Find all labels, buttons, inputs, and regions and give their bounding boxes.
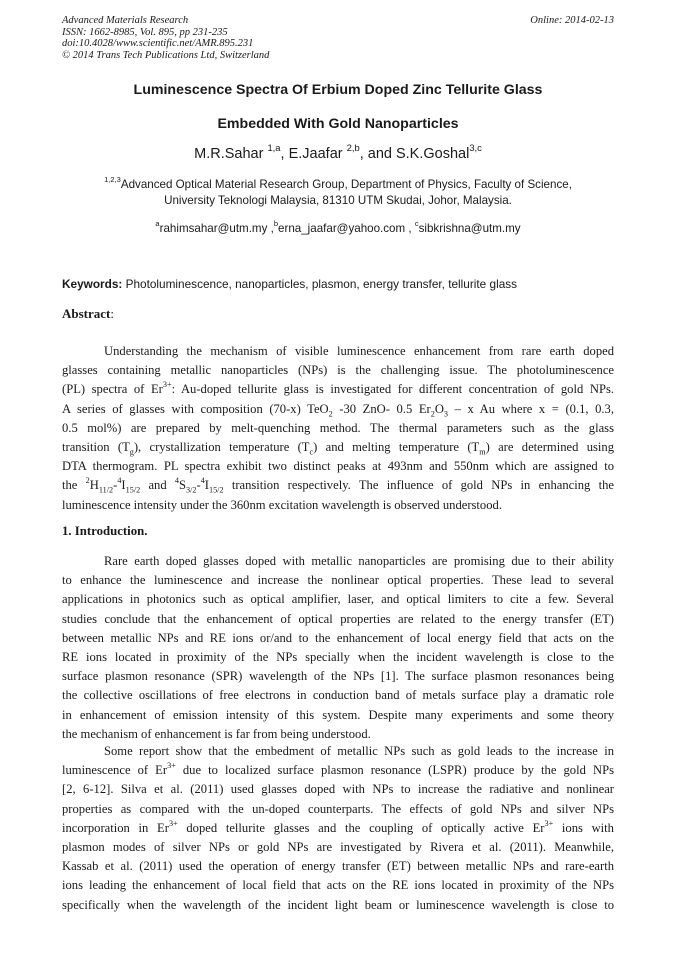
journal-name: Advanced Materials Research — [62, 15, 189, 26]
paper-title-line1: Luminescence Spectra Of Erbium Doped Zinc Tellurite Glass — [133, 82, 543, 98]
intro-line: [2, 6-12]. Silva et al. (2011) used glasses doped with NPs to increase the radiative and nonlinear — [62, 782, 614, 797]
intro-line: in enhancement of emission intensity of this system. Despite many experiments and some theory — [62, 707, 614, 722]
abstract-line: A series of glasses with composition (70-x) TeO$_2$ -30 ZnO- 0.5 $Er_2O_3$ – x Au where x = (0.1, 0.3, — [62, 401, 615, 419]
abstract-line: 0.5 mol%) are prepared by melt-quenching method. The thermal parameters such as the glass — [62, 420, 614, 435]
intro-line: Some report show that the embedment of metallic NPs such as gold leads to the increase in — [104, 744, 614, 758]
intro-line: plasmon modes of silver NPs or gold NPs are investigated by Rivera et al. (2011). Meanwhile, — [62, 839, 614, 854]
email-a: rahimsahar@utm.my , — [159, 222, 274, 235]
author-3: , and S.K.Goshal — [359, 146, 470, 162]
author-list — [62, 142, 614, 162]
intro-line: between metallic NPs and RE ions or/and to the enhancement of local energy field that acts on the — [62, 630, 614, 645]
author-2: , E.Jaafar — [280, 146, 347, 162]
author-3-sup: 3,c — [469, 142, 482, 154]
email-c-sup: c — [414, 219, 419, 229]
intro-line: RE ions located in proximity of the NPs specially when the incident wavelength is close to the — [62, 649, 614, 664]
affiliation-text-1: Advanced Optical Material Research Group, Department of Physics, Faculty of Science, — [120, 178, 572, 191]
intro-line: Rare earth doped glasses doped with metallic nanoparticles are promising due to their ability — [104, 554, 614, 568]
keywords-text: Photoluminescence, nanoparticles, plasmon, energy transfer, tellurite glass — [122, 277, 518, 291]
intro-line: Kassab et al. (2011) used the operation of energy transfer (ET) between metallic NPs and rare-earth — [62, 859, 614, 874]
intro-line: the mechanism of enhancement is far from being understood. — [62, 726, 371, 741]
email-a-sup: a — [155, 219, 160, 229]
author-1-sup: 1,a — [267, 142, 281, 154]
doi: doi:10.4028/www.scientific.net/AMR.895.231 — [62, 38, 254, 49]
abstract-line: luminescence intensity under the 360nm excitation wavelength is observed understood. — [62, 497, 502, 512]
paper-title-line2: Embedded With Gold Nanoparticles — [217, 116, 459, 132]
abstract-line: Understanding the mechanism of visible luminescence enhancement from rare earth doped — [104, 344, 614, 358]
abstract-line: DTA thermogram. PL spectra exhibit two distinct peaks at 493nm and 550nm which are assigned to — [62, 459, 614, 474]
keywords — [62, 277, 614, 291]
copyright: © 2014 Trans Tech Publications Ltd, Switzerland — [62, 49, 270, 61]
affiliation-line2: University Teknologi Malaysia, 81310 UTM Skudai, Johor, Malaysia. — [164, 194, 512, 207]
abstract-line: transition $(T_g)$, crystallization temperature $(T_c)$ and melting temperature $(T_m)$ are determined using — [62, 439, 615, 457]
issn: ISSN: 1662-8985, Vol. 895, pp 231-235 — [62, 26, 228, 38]
intro-line: studies conclude that the enhancement of optical properties are related to the energy transfer (ET) — [62, 611, 614, 626]
intro-paragraph-1 — [62, 552, 614, 744]
keywords-label: Keywords: — [62, 277, 123, 291]
intro-line: the collective oscillations of free electrons in conduction band of metals surface play a dramatic role — [62, 688, 614, 703]
author-2-sup: 2,b — [346, 142, 360, 154]
intro-line: properties as compared with the un-doped counterparts. The effects of gold NPs and silver NPs — [62, 801, 614, 816]
intro-paragraph-2 — [62, 742, 614, 915]
email-b: erna_jaafar@yahoo.com , — [278, 222, 415, 235]
abstract-line: glasses containing metallic nanoparticles (NPs) is the challenging issue. The photoluminescence — [62, 363, 614, 378]
email-c: sibkrishna@utm.my — [418, 222, 521, 235]
abstract-line: (PL) spectra of $Er^{3+}$: Au-doped tellurite glass is investigated for different concentration of gold NPs. — [62, 380, 614, 397]
section-heading-introduction: 1. Introduction. — [62, 524, 148, 538]
email-b-sup: b — [273, 219, 279, 229]
intro-line: incorporation in $Er^{3+}$ doped tellurite glasses and the coupling of optically active $Er^{3+}$ ions with — [62, 818, 614, 835]
intro-line: ions leading the enhancement of local field that acts on the RE ions located in proximity of the NPs — [62, 878, 614, 893]
affiliation-sup: 1,2,3 — [104, 175, 121, 185]
intro-line: luminescence of $Er^{3+}$ due to localized surface plasmon resonance (LSPR) produce by the gold NPs — [62, 761, 614, 778]
email-list — [62, 219, 614, 235]
author-1: M.R.Sahar — [194, 146, 268, 162]
abstract-heading: Abstract: — [62, 306, 115, 321]
intro-line: specifically when the wavelength of the incident light beam or luminescence wavelength is close to — [62, 897, 614, 912]
journal-header — [62, 15, 614, 61]
intro-line: surface plasmon resonance (SPR) wavelength of the NPs [1]. The surface plasmon resonances being — [62, 669, 614, 684]
online-date: Online: 2014-02-13 — [530, 15, 614, 26]
abstract-paragraph — [62, 342, 614, 515]
intro-line: applications in photonics such as optical amplifier, laser, and optical limiters to cite a few. Several — [62, 592, 614, 607]
affiliation-line1 — [62, 177, 614, 193]
intro-line: to enhance the luminescence and increase the nonlinear optical properties. These lead to several — [62, 573, 614, 588]
abstract-line: the $^2H_{11/2}-^4I_{15/2}$ and $^4S_{3/2}-^4I_{15/2}$ transition respectively. The influence of gold NPs in enhancing the — [62, 476, 614, 495]
